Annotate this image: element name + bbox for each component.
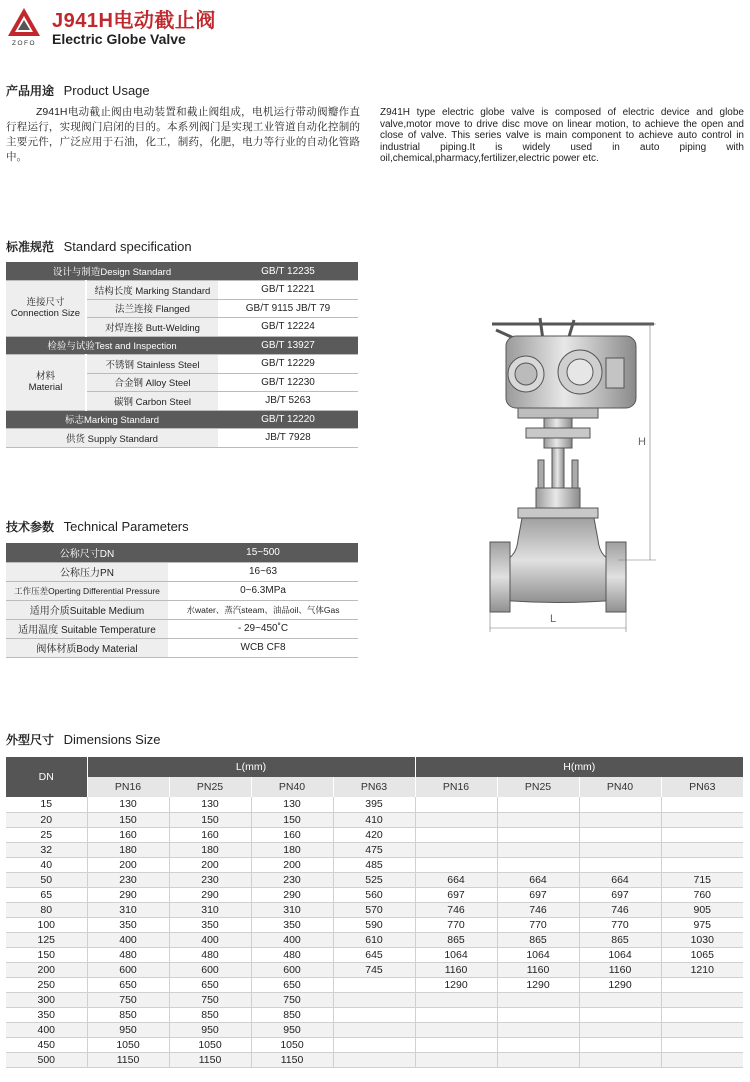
dimension-cell: 645 — [333, 947, 415, 962]
table-row — [6, 812, 743, 827]
dimension-cell: 200 — [251, 857, 333, 872]
dn-cell: 100 — [6, 917, 87, 932]
spec-value: GB/T 12235 — [218, 262, 358, 281]
table-row — [6, 1037, 743, 1052]
dimension-cell: 664 — [579, 872, 661, 887]
technical-table — [6, 543, 358, 658]
table-row — [6, 842, 743, 857]
spec-row-test — [6, 336, 358, 355]
dn-cell: 40 — [6, 857, 87, 872]
dimension-cell: 1064 — [415, 947, 497, 962]
dims-header-pn: PN16 — [415, 777, 497, 797]
dimension-cell — [579, 1052, 661, 1067]
spec-value: GB/T 12224 — [218, 318, 358, 337]
dimension-cell — [579, 827, 661, 842]
dimension-cell: 150 — [251, 812, 333, 827]
dimension-cell: 664 — [497, 872, 579, 887]
dimension-cell — [579, 857, 661, 872]
dimension-cell: 1050 — [251, 1037, 333, 1052]
dimension-cell: 650 — [251, 977, 333, 992]
spec-value: GB/T 13927 — [218, 336, 358, 355]
table-row — [6, 1022, 743, 1037]
table-row — [6, 857, 743, 872]
technical-heading-en: Technical Parameters — [63, 519, 189, 534]
dimension-cell: 350 — [169, 917, 251, 932]
dn-cell: 200 — [6, 962, 87, 977]
tech-row — [6, 581, 358, 600]
dimension-cell: 600 — [251, 962, 333, 977]
dimension-cell — [415, 1052, 497, 1067]
dimension-cell — [579, 1007, 661, 1022]
table-row — [6, 902, 743, 917]
tech-label: 阀体材质Body Material — [6, 638, 168, 657]
tech-value: WCB CF8 — [168, 638, 358, 657]
dimension-cell: 200 — [169, 857, 251, 872]
dimension-cell — [661, 842, 743, 857]
dimension-cell — [497, 797, 579, 812]
tech-row — [6, 638, 358, 657]
dimension-cell: 746 — [415, 902, 497, 917]
dn-cell: 150 — [6, 947, 87, 962]
dimension-cell — [661, 1007, 743, 1022]
dims-header-pn: PN25 — [169, 777, 251, 797]
dimension-cell: 400 — [251, 932, 333, 947]
dimension-cell — [661, 1052, 743, 1067]
tech-value: - 29~450˚C — [168, 619, 358, 638]
tech-label: 适用介质Suitable Medium — [6, 600, 168, 619]
dimension-cell — [661, 1037, 743, 1052]
dimension-cell: 865 — [579, 932, 661, 947]
dimension-cell: 746 — [579, 902, 661, 917]
dimension-cell: 950 — [87, 1022, 169, 1037]
dimension-cell — [415, 842, 497, 857]
dimension-cell: 480 — [87, 947, 169, 962]
dimension-cell: 290 — [87, 887, 169, 902]
tech-label: 工作压差Operting Differential Pressure — [6, 581, 168, 600]
dimension-cell: 525 — [333, 872, 415, 887]
dimension-cell — [333, 1022, 415, 1037]
dimension-cell: 1150 — [251, 1052, 333, 1067]
dims-header-dn: DN — [6, 757, 87, 797]
tech-label: 公称压力PN — [6, 562, 168, 581]
tech-label: 适用温度 Suitable Temperature — [6, 619, 168, 638]
spec-row-marking — [6, 410, 358, 429]
dimension-cell — [661, 812, 743, 827]
dimension-cell: 770 — [497, 917, 579, 932]
dimension-cell: 160 — [169, 827, 251, 842]
dimension-cell — [333, 1052, 415, 1067]
dimension-cell: 697 — [579, 887, 661, 902]
dimension-cell: 420 — [333, 827, 415, 842]
table-row — [6, 962, 743, 977]
dimension-cell: 350 — [251, 917, 333, 932]
dimension-cell: 850 — [251, 1007, 333, 1022]
table-row — [6, 1052, 743, 1067]
spec-label: 供货 Supply Standard — [6, 429, 218, 448]
dimension-cell: 750 — [169, 992, 251, 1007]
dimension-cell — [661, 827, 743, 842]
spec-row-supply — [6, 429, 358, 448]
spec-label: 标志Marking Standard — [6, 410, 218, 429]
dimension-cell — [661, 977, 743, 992]
dimension-cell — [415, 827, 497, 842]
dimension-cell — [497, 827, 579, 842]
standard-heading-en: Standard specification — [63, 239, 192, 254]
dims-body — [6, 797, 743, 1067]
dimension-cell: 600 — [169, 962, 251, 977]
technical-heading-cn: 技术参数 — [6, 520, 55, 534]
tech-value: 水water、蒸汽steam、油品oil、气体Gas — [168, 600, 358, 619]
usage-text-cn: Z941H电动截止阀由电动装置和截止阀组成，电机运行带动阀瓣作直行程运行，实现阀门启闭的目的。本系列阀门是实现工业管道自动化控制的主要元件，广泛应用于石油，化工，制药，化肥，电力等行业的自动化管路中。 — [6, 106, 360, 163]
dimension-cell: 1150 — [87, 1052, 169, 1067]
dimension-cell — [497, 1037, 579, 1052]
tech-row — [6, 619, 358, 638]
dimension-cell: 350 — [87, 917, 169, 932]
dimension-cell — [333, 992, 415, 1007]
dimension-cell: 480 — [251, 947, 333, 962]
dimension-cell — [579, 812, 661, 827]
dn-cell: 15 — [6, 797, 87, 812]
dimensions-heading-cn: 外型尺寸 — [6, 733, 55, 747]
dims-header-l: L(mm) — [87, 757, 415, 777]
table-row — [6, 872, 743, 887]
dimensions-heading — [6, 731, 160, 748]
dimension-cell: 130 — [87, 797, 169, 812]
usage-heading-en: Product Usage — [63, 83, 150, 98]
dn-cell: 20 — [6, 812, 87, 827]
dimensions-heading-en: Dimensions Size — [63, 732, 161, 747]
dimension-cell: 180 — [251, 842, 333, 857]
dn-cell: 350 — [6, 1007, 87, 1022]
dimension-cell: 600 — [87, 962, 169, 977]
dimension-cell: 850 — [169, 1007, 251, 1022]
dimension-cell — [415, 812, 497, 827]
dimension-cell — [333, 977, 415, 992]
dimension-cell — [579, 842, 661, 857]
dimension-cell: 290 — [251, 887, 333, 902]
dimension-cell: 1050 — [87, 1037, 169, 1052]
dimension-cell: 715 — [661, 872, 743, 887]
spec-value: JB/T 7928 — [218, 429, 358, 448]
tech-value: 0~6.3MPa — [168, 581, 358, 600]
dimension-cell — [579, 992, 661, 1007]
dimension-cell: 865 — [497, 932, 579, 947]
dimension-cell — [415, 797, 497, 812]
spec-value: GB/T 12229 — [218, 355, 358, 374]
dimension-cell: 697 — [415, 887, 497, 902]
dimension-cell: 180 — [87, 842, 169, 857]
dimension-cell: 745 — [333, 962, 415, 977]
dimension-cell — [415, 1022, 497, 1037]
dimension-l-label: L — [550, 613, 557, 625]
spec-value: GB/T 12230 — [218, 373, 358, 392]
dn-cell: 50 — [6, 872, 87, 887]
dimension-cell — [661, 797, 743, 812]
dimension-cell: 1290 — [579, 977, 661, 992]
spec-group-material: 材料 Material — [6, 355, 86, 411]
dimension-cell: 230 — [251, 872, 333, 887]
dn-cell: 32 — [6, 842, 87, 857]
dimension-cell: 865 — [415, 932, 497, 947]
dimension-cell — [497, 857, 579, 872]
dimension-cell: 1064 — [579, 947, 661, 962]
dimension-cell — [415, 857, 497, 872]
tech-row — [6, 543, 358, 562]
dimension-cell: 770 — [415, 917, 497, 932]
dimension-cell: 400 — [87, 932, 169, 947]
technical-heading — [6, 518, 189, 535]
usage-heading — [6, 82, 150, 99]
standard-heading — [6, 238, 192, 255]
dimension-cell: 410 — [333, 812, 415, 827]
dimension-cell: 290 — [169, 887, 251, 902]
dimension-cell — [333, 1037, 415, 1052]
spec-group-connection: 连接尺寸 Connection Size — [6, 281, 86, 337]
dimension-cell: 310 — [169, 902, 251, 917]
spec-value: GB/T 12220 — [218, 410, 358, 429]
dimension-cell — [497, 842, 579, 857]
tech-label: 公称尺寸DN — [6, 543, 168, 562]
dimension-cell: 395 — [333, 797, 415, 812]
dimension-cell: 130 — [251, 797, 333, 812]
dimension-cell: 180 — [169, 842, 251, 857]
dimension-cell: 160 — [251, 827, 333, 842]
tech-value: 15~500 — [168, 543, 358, 562]
dimension-cell: 760 — [661, 887, 743, 902]
dimension-cell: 950 — [169, 1022, 251, 1037]
dimension-cell — [579, 1022, 661, 1037]
dimension-cell: 770 — [579, 917, 661, 932]
dimension-cell — [661, 857, 743, 872]
dimension-cell: 1160 — [579, 962, 661, 977]
dimension-cell: 130 — [169, 797, 251, 812]
tech-row — [6, 600, 358, 619]
tech-row — [6, 562, 358, 581]
dimension-cell: 650 — [169, 977, 251, 992]
dimension-cell: 1030 — [661, 932, 743, 947]
dimension-cell: 850 — [87, 1007, 169, 1022]
dimension-cell: 230 — [169, 872, 251, 887]
dimensions-table — [6, 757, 743, 1068]
table-row — [6, 947, 743, 962]
page-subtitle: Electric Globe Valve — [52, 31, 186, 47]
spec-label: 结构长度 Marking Standard — [86, 281, 218, 300]
dimension-cell — [497, 992, 579, 1007]
table-row — [6, 1007, 743, 1022]
dimension-cell: 480 — [169, 947, 251, 962]
spec-label: 碳钢 Carbon Steel — [86, 392, 218, 411]
table-row — [6, 977, 743, 992]
dimension-cell: 1160 — [497, 962, 579, 977]
spec-value: JB/T 5263 — [218, 392, 358, 411]
dimension-cell: 200 — [87, 857, 169, 872]
dims-header-pn: PN40 — [251, 777, 333, 797]
dimension-cell — [497, 1052, 579, 1067]
dimension-cell: 1050 — [169, 1037, 251, 1052]
dimension-cell: 610 — [333, 932, 415, 947]
dims-header-pn: PN40 — [579, 777, 661, 797]
dimension-cell — [661, 1022, 743, 1037]
dn-cell: 450 — [6, 1037, 87, 1052]
dims-header-pn: PN16 — [87, 777, 169, 797]
dimension-cell: 1160 — [415, 962, 497, 977]
table-row — [6, 797, 743, 812]
standard-heading-cn: 标准规范 — [6, 240, 55, 254]
dn-cell: 500 — [6, 1052, 87, 1067]
dimension-cell — [333, 1007, 415, 1022]
table-row — [6, 917, 743, 932]
valve-drawing — [478, 310, 668, 640]
dimension-cell: 1210 — [661, 962, 743, 977]
spec-row-material — [6, 355, 358, 374]
dimension-cell — [661, 992, 743, 1007]
dn-cell: 80 — [6, 902, 87, 917]
dn-cell: 250 — [6, 977, 87, 992]
dims-header-h: H(mm) — [415, 757, 743, 777]
dimension-cell: 750 — [251, 992, 333, 1007]
dimension-cell — [497, 1007, 579, 1022]
dims-header-pn: PN63 — [661, 777, 743, 797]
dimension-cell: 1065 — [661, 947, 743, 962]
dimension-cell: 400 — [169, 932, 251, 947]
dimension-cell — [579, 797, 661, 812]
table-row — [6, 827, 743, 842]
dn-cell: 65 — [6, 887, 87, 902]
dimension-cell: 697 — [497, 887, 579, 902]
spec-label: 合金钢 Alloy Steel — [86, 373, 218, 392]
dimension-cell: 150 — [87, 812, 169, 827]
spec-label: 对焊连接 Butt-Welding — [86, 318, 218, 337]
spec-value: GB/T 9115 JB/T 79 — [218, 299, 358, 318]
spec-value: GB/T 12221 — [218, 281, 358, 300]
dims-header-pn: PN63 — [333, 777, 415, 797]
usage-text-en: Z941H type electric globe valve is composed of electric device and globe valve,motor move to drive disc move on linear motion, to achieve the open and close of valve. This series valve is main component to achieve auto control in industrial piping.It is widely used in auto piping with oil,chemical,pharmacy,fertilizer,electric power etc. — [380, 107, 744, 164]
standard-table — [6, 262, 358, 448]
dimension-cell: 560 — [333, 887, 415, 902]
dimension-cell: 310 — [251, 902, 333, 917]
dimension-cell: 1290 — [497, 977, 579, 992]
page-title: J941H电动截止阀 — [52, 10, 216, 32]
dimension-cell: 650 — [87, 977, 169, 992]
spec-row-connection — [6, 281, 358, 300]
dimension-cell: 310 — [87, 902, 169, 917]
dimension-cell — [415, 1037, 497, 1052]
dimension-cell: 485 — [333, 857, 415, 872]
dimension-cell: 750 — [87, 992, 169, 1007]
dimension-h-label: H — [638, 436, 646, 448]
spec-label: 检验与试验Test and Inspection — [6, 336, 218, 355]
dimension-cell — [415, 992, 497, 1007]
usage-heading-cn: 产品用途 — [6, 84, 55, 98]
dimension-cell: 746 — [497, 902, 579, 917]
dimension-cell: 230 — [87, 872, 169, 887]
dimension-cell: 950 — [251, 1022, 333, 1037]
spec-label: 设计与制造Design Standard — [6, 262, 218, 281]
dimension-cell: 160 — [87, 827, 169, 842]
dims-header-pn: PN25 — [497, 777, 579, 797]
dimension-cell: 1150 — [169, 1052, 251, 1067]
dn-cell: 400 — [6, 1022, 87, 1037]
dimension-cell: 150 — [169, 812, 251, 827]
spec-row-design — [6, 262, 358, 281]
dn-cell: 125 — [6, 932, 87, 947]
dimension-cell — [579, 1037, 661, 1052]
dimension-cell: 590 — [333, 917, 415, 932]
spec-label: 法兰连接 Flanged — [86, 299, 218, 318]
table-row — [6, 992, 743, 1007]
dimension-cell — [497, 812, 579, 827]
table-row — [6, 887, 743, 902]
logo-text: ZOFO — [11, 40, 37, 46]
dimension-cell: 570 — [333, 902, 415, 917]
dimension-cell: 905 — [661, 902, 743, 917]
dn-cell: 300 — [6, 992, 87, 1007]
dn-cell: 25 — [6, 827, 87, 842]
tech-value: 16~63 — [168, 562, 358, 581]
dimension-cell — [415, 1007, 497, 1022]
dimension-cell: 975 — [661, 917, 743, 932]
dimension-cell: 1064 — [497, 947, 579, 962]
dimension-cell — [497, 1022, 579, 1037]
zofo-logo — [6, 6, 42, 46]
dimension-cell: 475 — [333, 842, 415, 857]
dimension-cell: 1290 — [415, 977, 497, 992]
table-row — [6, 932, 743, 947]
dimension-cell: 664 — [415, 872, 497, 887]
spec-label: 不锈钢 Stainless Steel — [86, 355, 218, 374]
